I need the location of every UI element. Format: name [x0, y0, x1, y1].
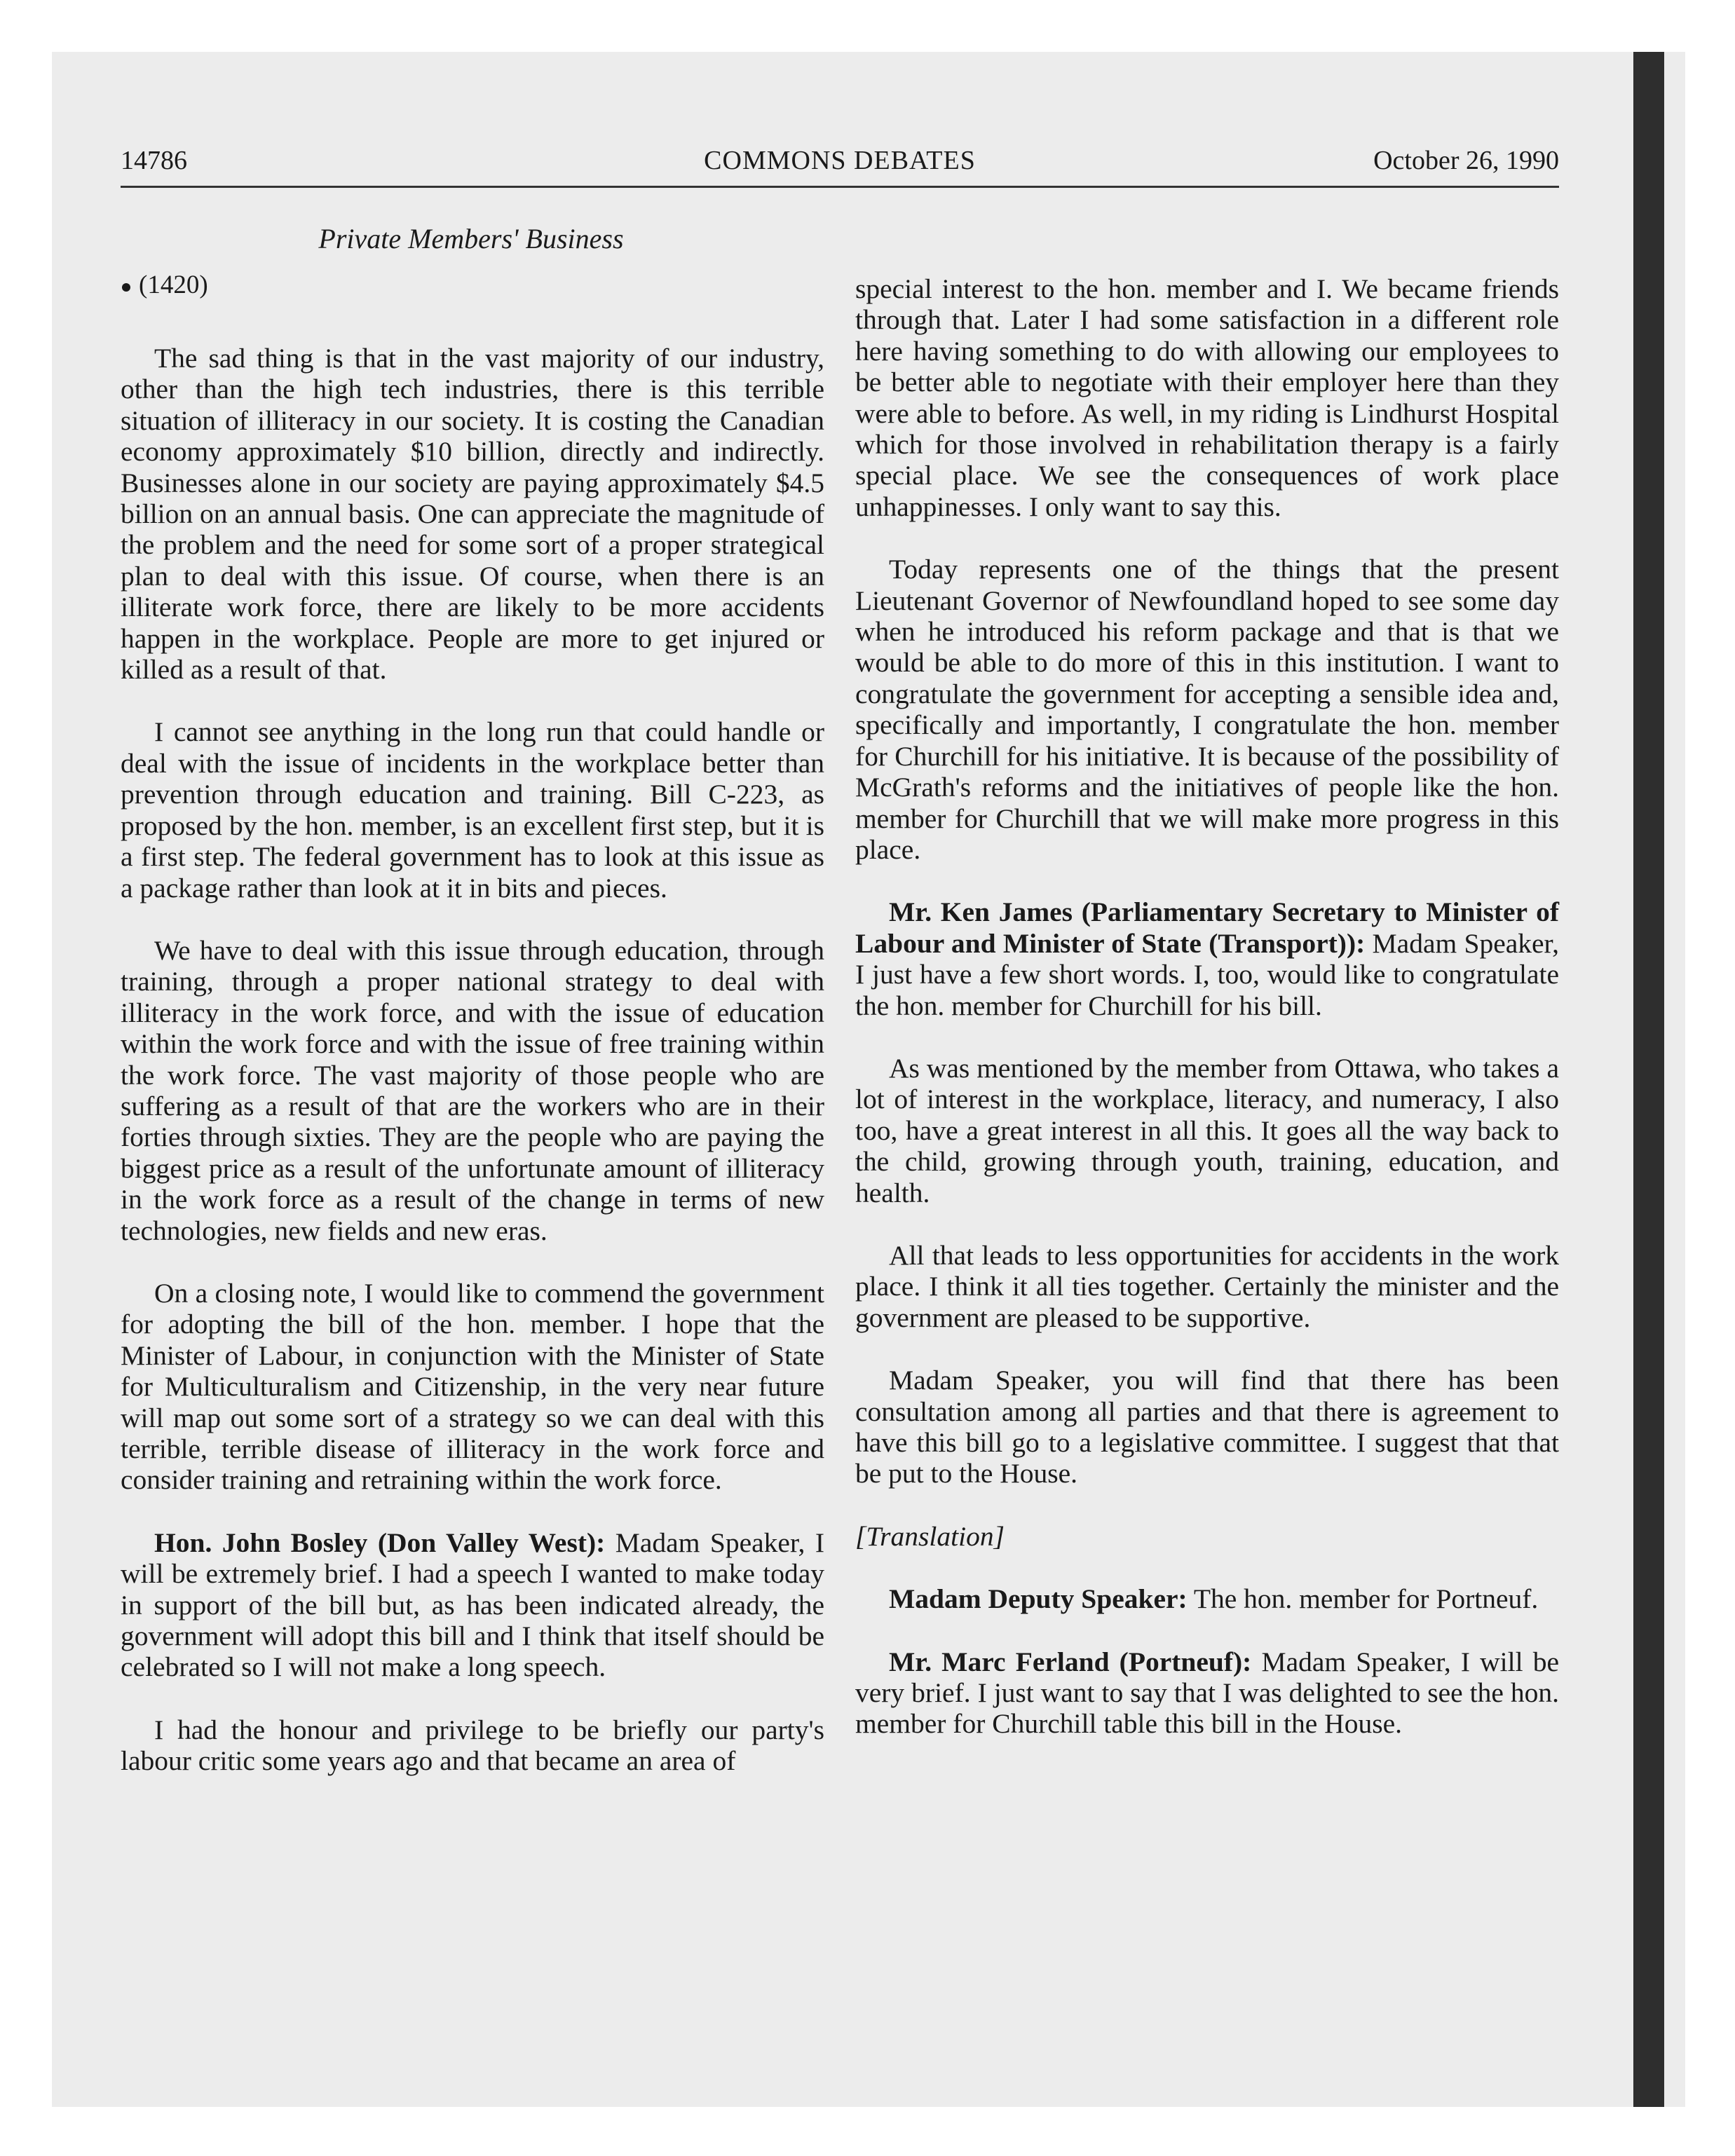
bullet-icon — [122, 283, 130, 292]
speech-text: The hon. member for Portneuf. — [1187, 1583, 1539, 1615]
speech-paragraph — [855, 896, 1559, 1021]
paragraph: Madam Speaker, you will find that there has been consultation among all parties and that there is agreement to have this bill go to a legislative committee. I suggest that that be put to the House. — [855, 1365, 1559, 1489]
section-title: Private Members' Business — [318, 223, 624, 254]
paragraph: I had the honour and privilege to be briefly our party's labour critic some years ago and that became an area of — [121, 1714, 824, 1777]
running-header — [121, 137, 1559, 184]
timestamp-text: (1420) — [139, 271, 208, 299]
paragraph: On a closing note, I would like to commend the government for adopting the bill of the hon. member. I hope that the Minister of Labour, in conjunction with the Minister of State for Multiculturalism and Citizenship, in the very near future will map out some sort of a strategy so we can deal with this terrible, terrible disease of illiteracy in the work force and consider training and retraining within the work force. — [121, 1277, 824, 1496]
speaker-name: Mr. Marc Ferland (Portneuf): — [889, 1646, 1252, 1677]
speaker-name: Hon. John Bosley (Don Valley West): — [154, 1527, 606, 1558]
speech-text: Madam Speaker, I will be very brief. I just want to say that I was delighted to see the hon. member for Churchill table this bill in the House. — [855, 1646, 1559, 1740]
continued-paragraph: special interest to the hon. member and I. We became friends through that. Later I had some satisfaction in a different role here having something to do with allowing our employees to be better able to negotiate with their employer here than they were able to before. As well, in my riding is Lindhurst Hospital which for those involved in rehabilitation therapy is a fairly special place. We see the consequences of work place unhappinesses. I only want to say this. — [855, 273, 1559, 522]
paragraph: I cannot see anything in the long run that could handle or deal with the issue of incidents in the workplace better than prevention through education and training. Bill C-223, as proposed by the hon. member, is an excellent first step, but it is a first step. The federal government has to look at this issue as a package rather than look at it in bits and pieces. — [121, 716, 824, 903]
speech-paragraph — [855, 1583, 1559, 1614]
scan-edge-shadow — [1633, 52, 1664, 2107]
left-column — [121, 270, 824, 1808]
paragraph: Today represents one of the things that the present Lieutenant Governor of Newfoundland hoped to see some day when he introduced his reform package and that is that we would be able to do more of this in this institution. I want to congratulate the government for accepting a sensible idea and, specifically and importantly, I congratulate the hon. member for Churchill for his initiative. It is because of the possibility of McGrath's reforms and the initiatives of people like the hon. member for Churchill that we will make more progress in this place. — [855, 554, 1559, 865]
speech-paragraph — [855, 1646, 1559, 1740]
publication-title: COMMONS DEBATES — [704, 146, 976, 175]
speech-text: Madam Speaker, I will be extremely brief. I had a speech I wanted to make today in support of the bill but, as has been indicated already, the government will adopt this bill and I think that itself should be celebrated so I will not make a long speech. — [121, 1527, 825, 1683]
speaker-name: Madam Deputy Speaker: — [889, 1583, 1188, 1615]
right-column — [855, 273, 1559, 1771]
document-page — [121, 137, 1559, 1987]
translation-marker: [Translation] — [855, 1520, 1005, 1552]
speech-text: Madam Speaker, I just have a few short words. I, too, would like to congratulate the hon. member for Churchill for his bill. — [855, 927, 1559, 1021]
speech-paragraph — [121, 1527, 824, 1683]
paragraph: The sad thing is that in the vast majority of our industry, other than the high tech industries, there is this terrible situation of illiteracy in our society. It is costing the Canadian economy approximately $10 billion, directly and indirectly. Businesses alone in our society are paying approximately $4.5 billion on an annual basis. One can appreciate the magnitude of the problem and the need for some sort of a proper strategical plan to deal with this issue. Of course, when there is an illiterate work force, there are likely to be more accidents happen in the workplace. People are more to get injured or killed as a result of that. — [121, 343, 824, 685]
header-rule — [121, 186, 1559, 188]
speaker-name: Mr. Ken James (Parliamentary Secretary to Minister of Labour and Minister of State (Transport)): — [855, 896, 1559, 959]
publication-date: October 26, 1990 — [1373, 146, 1559, 175]
timestamp — [121, 270, 824, 301]
page-number: 14786 — [121, 146, 187, 175]
paragraph: As was mentioned by the member from Ottawa, who takes a lot of interest in the workplace, literacy, and numeracy, I also too, have a great interest in all this. It goes all the way back to the child, growing through youth, training, education, and health. — [855, 1052, 1559, 1208]
paragraph: We have to deal with this issue through education, through training, through a proper national strategy to deal with illiteracy in the work force, and with the issue of education within the work force and with the issue of free training within the work force. The vast majority of those people who are suffering as a result of that are the workers who are in their forties through sixties. They are the people who are paying the biggest price as a result of the unfortunate amount of illiteracy in the work force as a result of the change in terms of new technologies, new fields and new eras. — [121, 934, 824, 1246]
paragraph: All that leads to less opportunities for accidents in the work place. I think it all ties together. Certainly the minister and the government are pleased to be supportive. — [855, 1239, 1559, 1333]
